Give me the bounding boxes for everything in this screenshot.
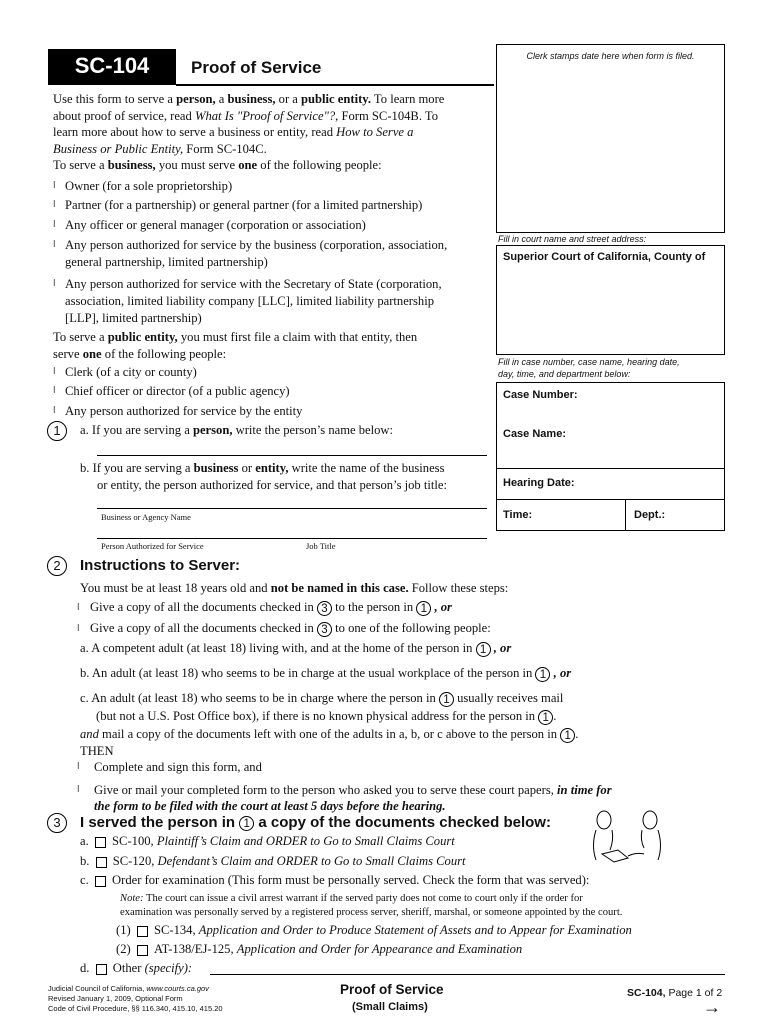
time-label: Time: [503, 509, 533, 521]
footer-subtitle: (Small Claims) [352, 1001, 428, 1013]
intro-line-5: To serve a business, you must serve one of the following people: [53, 158, 382, 172]
section-1b-line-1: b. If you are serving a business or entity, write the name of the business [80, 461, 445, 475]
section-2-heading: Instructions to Server: [80, 557, 241, 574]
doc-d-checkbox[interactable] [96, 964, 107, 975]
ref-1-circle: 1 [476, 642, 491, 657]
footer-title: Proof of Service [340, 982, 444, 997]
form-number-badge: SC-104 [48, 49, 176, 85]
bullet-icon: l [53, 200, 56, 210]
footer-council: Judicial Council of California, www.courts.ca.gov [48, 984, 209, 993]
bullet-icon: l [77, 603, 80, 613]
bullet-icon: l [53, 367, 56, 377]
public-entity-line-2: serve one of the following people: [53, 347, 227, 361]
ref-1-circle: 1 [535, 667, 550, 682]
ref-1-circle: 1 [560, 728, 575, 743]
doc-item-b: b. SC-120, Defendant’s Claim and ORDER to Go to Small Claims Court [80, 854, 466, 868]
section-1b-line-2: or entity, the person authorized for service, and that person’s job title: [97, 478, 447, 492]
exam-item-2: (2) AT-138/EJ-125, Application and Order for Appearance and Examination [116, 942, 523, 956]
business-item-sos-3: [LLP], limited partnership) [65, 311, 202, 325]
section-2-number: 2 [47, 556, 67, 576]
person-name-field[interactable] [97, 455, 487, 456]
bullet-icon: l [53, 240, 56, 250]
bullet-icon: l [53, 220, 56, 230]
bullet-icon: l [53, 181, 56, 191]
doc-b-checkbox[interactable] [96, 857, 107, 868]
hearing-date-label: Hearing Date: [503, 477, 575, 489]
person-authorized-field[interactable] [97, 538, 487, 539]
doc-item-c: c. Order for examination (This form must be personally served. Check the form that was served): [80, 873, 590, 887]
bullet-icon: l [77, 624, 80, 634]
business-item-sos-1: Any person authorized for service with the Secretary of State (corporation, [65, 277, 442, 291]
note-line-2: examination was personally served by a registered process server, sheriff, marshal, or someone appointed by the court. [120, 907, 623, 918]
hearing-date-box[interactable] [496, 468, 725, 500]
business-item-sos-2: association, limited liability company [LLC], limited liability partnership [65, 294, 434, 308]
ref-1-circle: 1 [538, 710, 553, 725]
section-3-number: 3 [47, 813, 67, 833]
other-specify-field[interactable] [210, 974, 725, 975]
business-item-authorized-1: Any person authorized for service by the business (corporation, association, [65, 238, 448, 252]
then-label: THEN [80, 744, 114, 758]
court-box[interactable] [496, 245, 725, 355]
intro-line-4: Business or Public Entity, Form SC-104C. [53, 142, 267, 156]
clerk-stamp-label: Clerk stamps date here when form is filed. [526, 51, 695, 61]
dept-label: Dept.: [634, 509, 666, 521]
public-entity-line-1: To serve a public entity, you must first file a claim with that entity, then [53, 330, 418, 344]
option-c-line-2: (but not a U.S. Post Office box), if there is no known physical address for the person in 1 . [96, 709, 557, 724]
case-number-label: Case Number: [503, 389, 578, 401]
doc-a-checkbox[interactable] [95, 837, 106, 848]
clerk-stamp-box[interactable] [496, 44, 725, 233]
ref-3-circle: 3 [317, 622, 332, 637]
option-b: b. An adult (at least 18) who seems to be in charge at the usual workplace of the person in 1 , or [80, 666, 572, 681]
person-authorized-label: Person Authorized for Service [101, 541, 204, 551]
case-label-2: day, time, and department below: [498, 369, 631, 379]
bullet-icon: l [53, 279, 56, 289]
doc-item-d: d. Other (specify): [80, 961, 193, 975]
court-name: Superior Court of California, County of [503, 251, 706, 263]
section-2-intro: You must be at least 18 years old and not be named in this case. Follow these steps: [80, 581, 509, 595]
doc-c-checkbox[interactable] [95, 876, 106, 887]
business-item-officer: Any officer or general manager (corporation or association) [65, 218, 366, 232]
business-name-field[interactable] [97, 508, 487, 509]
business-item-partner: Partner (for a partnership) or general partner (for a limited partnership) [65, 198, 423, 212]
step-1: Give a copy of all the documents checked in 3 to the person in 1 , or [90, 600, 452, 615]
section-1a-text: a. If you are serving a person, write the person’s name below: [80, 423, 394, 437]
footer-page: SC-104, Page 1 of 2 [627, 987, 723, 999]
footer-code: Code of Civil Procedure, §§ 116.340, 415.10, 415.20 [48, 1004, 223, 1013]
form-title: Proof of Service [191, 58, 322, 77]
then-step-2-cont: the form to be filed with the court at least 5 days before the hearing. [94, 799, 446, 813]
business-name-label: Business or Agency Name [101, 512, 191, 522]
handing-papers-icon [588, 806, 666, 866]
exam-1-checkbox[interactable] [137, 926, 148, 937]
case-name-label: Case Name: [503, 428, 566, 440]
section-1-number: 1 [47, 421, 67, 441]
option-a: a. A competent adult (at least 18) living with, and at the home of the person in 1 , or [80, 641, 512, 656]
entity-item-clerk: Clerk (of a city or county) [65, 365, 197, 379]
option-c-line-3: and mail a copy of the documents left with one of the adults in a, b, or c above to the person in 1 . [80, 727, 579, 742]
job-title-label: Job Title [306, 541, 336, 551]
exam-item-1: (1) SC-134, Application and Order to Produce Statement of Assets and to Appear for Examination [116, 923, 632, 937]
next-page-arrow-icon: → [703, 997, 721, 1017]
ref-3-circle: 3 [317, 601, 332, 616]
entity-item-chief: Chief officer or director (of a public agency) [65, 384, 290, 398]
case-label-1: Fill in case number, case name, hearing date, [498, 357, 680, 367]
ref-1-circle: 1 [239, 816, 254, 831]
bullet-icon: l [77, 762, 80, 772]
ref-1-circle: 1 [439, 692, 454, 707]
intro-line-3: learn more about how to serve a business or entity, read How to Serve a [53, 125, 414, 139]
dept-box[interactable] [625, 499, 725, 531]
then-step-1: Complete and sign this form, and [94, 760, 262, 774]
bullet-icon: l [77, 785, 80, 795]
entity-item-authorized: Any person authorized for service by the entity [65, 404, 303, 418]
intro-line-1: Use this form to serve a person, a business, or a public entity. To learn more [53, 92, 445, 106]
bullet-icon: l [53, 386, 56, 396]
note-line-1: Note: The court can issue a civil arrest warrant if the served party does not come to court only if the order for [120, 893, 583, 904]
exam-2-checkbox[interactable] [137, 945, 148, 956]
case-box[interactable] [496, 382, 725, 469]
business-item-authorized-2: general partnership, limited partnership) [65, 255, 268, 269]
step-2: Give a copy of all the documents checked in 3 to one of the following people: [90, 621, 491, 636]
court-label: Fill in court name and street address: [498, 234, 647, 244]
option-c-line-1: c. An adult (at least 18) who seems to be in charge where the person in 1 usually receives mail [80, 691, 564, 706]
then-step-2: Give or mail your completed form to the person who asked you to serve these court papers, in time for [94, 783, 612, 797]
doc-item-a: a. SC-100, Plaintiff’s Claim and ORDER to Go to Small Claims Court [80, 834, 455, 848]
intro-line-2: about proof of service, read What Is "Proof of Service"?, Form SC-104B. To [53, 109, 438, 123]
section-3-heading: I served the person in 1 a copy of the documents checked below: [80, 814, 551, 831]
ref-1-circle: 1 [416, 601, 431, 616]
title-underline [176, 84, 494, 86]
time-box[interactable] [496, 499, 626, 531]
bullet-icon: l [53, 406, 56, 416]
business-item-owner: Owner (for a sole proprietorship) [65, 179, 233, 193]
footer-revised: Revised January 1, 2009, Optional Form [48, 994, 183, 1003]
